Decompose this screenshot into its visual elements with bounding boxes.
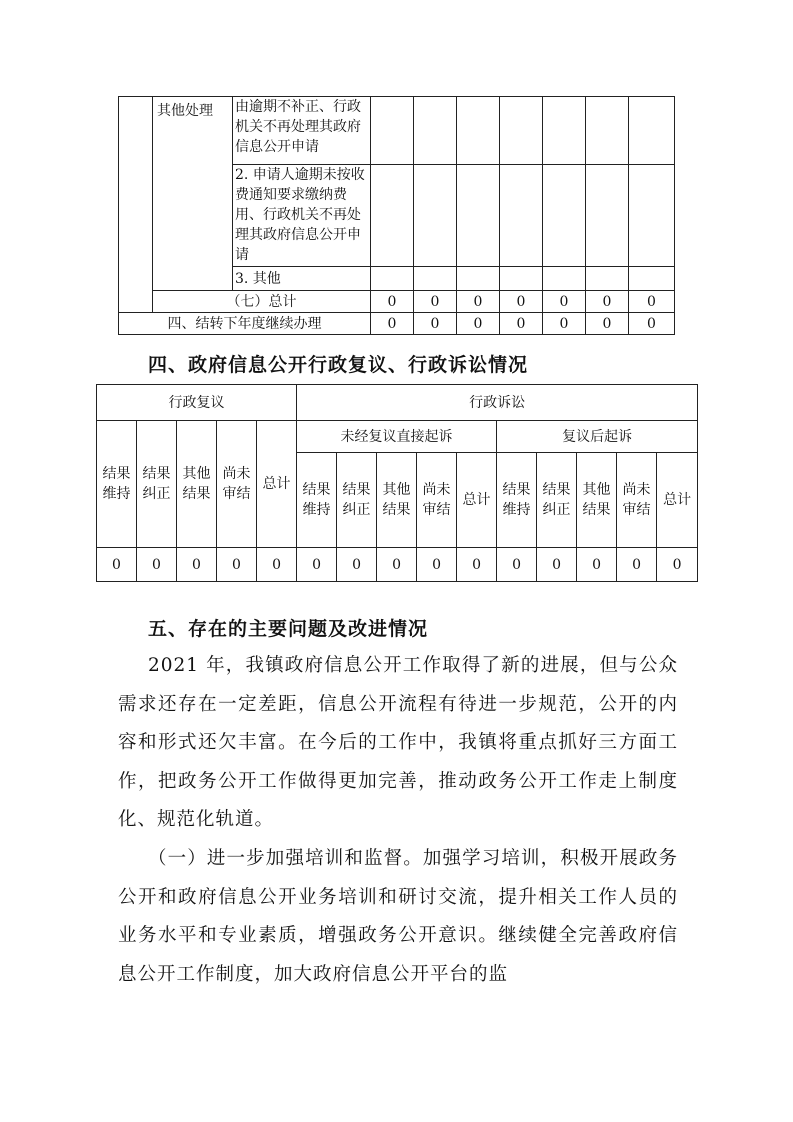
table-cell — [629, 165, 675, 267]
table-cell — [586, 267, 629, 291]
value-cell: 0 — [457, 548, 497, 582]
col-header: 其他结果 — [577, 453, 617, 548]
blank-indent-cell — [119, 97, 153, 313]
carry-over-value: 0 — [586, 313, 629, 335]
direct-suit-header: 未经复议直接起诉 — [297, 421, 497, 453]
row-item-overdue-fee: 2. 申请人逾期未按收费通知要求缴纳费用、行政机关不再处理其政府信息公开申请 — [233, 165, 371, 267]
table-cell — [543, 97, 586, 165]
table-cell — [500, 165, 543, 267]
table-cell — [457, 97, 500, 165]
paragraph-problems: 2021 年，我镇政府信息公开工作取得了新的进展，但与公众需求还存在一定差距，信息公开流程有待进一步规范，公开的内容和形式还欠丰富。在今后的工作中，我镇将重点抓好三方面工作，把政务公开工作做得更加完善，推动政务公开工作走上制度化、规范化轨道。 — [118, 655, 678, 831]
value-cell: 0 — [417, 548, 457, 582]
table-cell — [500, 267, 543, 291]
carry-over-value: 0 — [500, 313, 543, 335]
value-cell: 0 — [297, 548, 337, 582]
col-header: 结果维持 — [297, 453, 337, 548]
table-cell — [629, 267, 675, 291]
col-header: 结果纠正 — [337, 453, 377, 548]
total-value: 0 — [457, 291, 500, 313]
carry-over-value: 0 — [457, 313, 500, 335]
carry-over-value: 0 — [629, 313, 675, 335]
total-value: 0 — [543, 291, 586, 313]
row-item-other: 3. 其他 — [233, 267, 371, 291]
total-row-label: （七）总计 — [153, 291, 371, 313]
col-header: 结果维持 — [97, 421, 137, 548]
table-cell — [629, 97, 675, 165]
col-header: 总计 — [257, 421, 297, 548]
carry-over-value: 0 — [543, 313, 586, 335]
col-header: 结果纠正 — [537, 453, 577, 548]
table-cell — [414, 267, 457, 291]
total-value: 0 — [414, 291, 457, 313]
col-header: 结果维持 — [497, 453, 537, 548]
value-cell: 0 — [577, 548, 617, 582]
value-cell: 0 — [617, 548, 657, 582]
table-cell — [543, 267, 586, 291]
col-header: 尚未审结 — [617, 453, 657, 548]
row-item-overdue-supplement: 由逾期不补正、行政机关不再处理其政府信息公开申请 — [233, 97, 371, 165]
total-value: 0 — [371, 291, 414, 313]
application-handling-table — [118, 96, 675, 335]
table-cell — [543, 165, 586, 267]
value-cell: 0 — [337, 548, 377, 582]
after-review-suit-header: 复议后起诉 — [497, 421, 698, 453]
section-5-heading: 五、存在的主要问题及改进情况 — [148, 618, 429, 640]
value-cell: 0 — [137, 548, 177, 582]
other-handling-label: 其他处理 — [153, 97, 233, 291]
value-cell: 0 — [497, 548, 537, 582]
col-header: 总计 — [657, 453, 698, 548]
carry-over-value: 0 — [414, 313, 457, 335]
value-cell: 0 — [177, 548, 217, 582]
value-cell: 0 — [97, 548, 137, 582]
carry-over-value: 0 — [371, 313, 414, 335]
review-litigation-table — [96, 384, 698, 582]
paragraph-improvement-1: （一）进一步加强培训和监督。加强学习培训，积极开展政务公开和政府信息公开业务培训和研讨交流，提升相关工作人员的业务水平和专业素质，增强政务公开意识。继续健全完善政府信息公开工作制度，加大政府信息公开平台的监 — [118, 848, 678, 985]
col-header: 尚未审结 — [417, 453, 457, 548]
table-cell — [414, 165, 457, 267]
value-cell: 0 — [257, 548, 297, 582]
admin-review-header: 行政复议 — [97, 385, 297, 421]
table-cell — [457, 267, 500, 291]
col-header: 其他结果 — [377, 453, 417, 548]
table-cell — [457, 165, 500, 267]
table-cell — [414, 97, 457, 165]
value-cell: 0 — [377, 548, 417, 582]
admin-litigation-header: 行政诉讼 — [297, 385, 698, 421]
col-header: 尚未审结 — [217, 421, 257, 548]
total-value: 0 — [586, 291, 629, 313]
col-header: 其他结果 — [177, 421, 217, 548]
col-header: 总计 — [457, 453, 497, 548]
table-cell — [371, 97, 414, 165]
table-cell — [586, 97, 629, 165]
table-cell — [371, 267, 414, 291]
table-cell — [500, 97, 543, 165]
total-value: 0 — [500, 291, 543, 313]
table-cell — [371, 165, 414, 267]
carry-over-row-label: 四、结转下年度继续办理 — [119, 313, 371, 335]
table-cell — [586, 165, 629, 267]
value-cell: 0 — [657, 548, 698, 582]
col-header: 结果纠正 — [137, 421, 177, 548]
section-4-heading: 四、政府信息公开行政复议、行政诉讼情况 — [148, 354, 529, 376]
value-cell: 0 — [537, 548, 577, 582]
total-value: 0 — [629, 291, 675, 313]
value-cell: 0 — [217, 548, 257, 582]
